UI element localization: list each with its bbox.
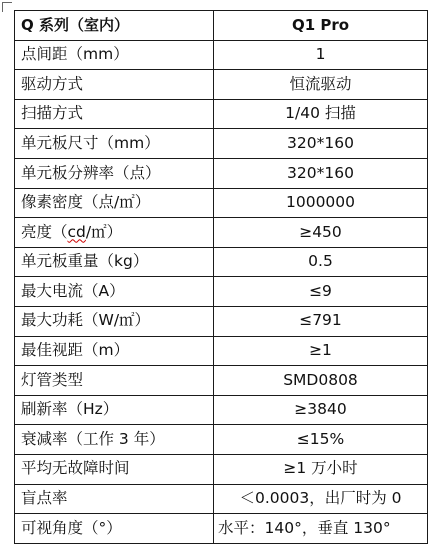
row-key-cell: 最大功耗（W/㎡） [15,306,214,336]
row-key-cell [15,218,214,248]
header-value-cell: Q1 Pro [214,11,428,41]
table-header-row [15,11,428,41]
row-key-cell: 驱动方式 [15,70,214,100]
row-key-cell: 像素密度（点/㎡） [15,188,214,218]
table-move-handle[interactable] [2,2,12,12]
table-row [15,247,428,277]
table-row [15,129,428,159]
row-value-cell: 恒流驱动 [214,70,428,100]
table-row [15,40,428,70]
row-value-cell: ≥450 [214,218,428,248]
table-row [15,366,428,396]
table-row [15,395,428,425]
row-value-cell: ≤15% [214,425,428,455]
row-value-cell: ≥3840 [214,395,428,425]
row-key-cell: 单元板分辨率（点） [15,158,214,188]
table-row [15,99,428,129]
row-value-cell: ＜0.0003，出厂时为 0 [214,484,428,514]
row-key-cell: 衰减率（工作 3 年） [15,425,214,455]
key-text-pre: 亮度（ [21,222,68,241]
table-row [15,158,428,188]
table-row [15,454,428,484]
table-row [15,484,428,514]
row-key-cell: 单元板尺寸（mm） [15,129,214,159]
table-row [15,425,428,455]
spellcheck-flagged-word[interactable]: cd [67,222,86,241]
row-value-cell: ≤791 [214,306,428,336]
row-value-cell: 320*160 [214,158,428,188]
row-value-cell: 1 [214,40,428,70]
key-text-post: /㎡） [85,222,123,241]
table-row [15,306,428,336]
row-value-cell: ≥1 万小时 [214,454,428,484]
table-row [15,218,428,248]
row-value-cell: 水平：140°，垂直 130° [214,514,428,544]
table-row [15,188,428,218]
table-row [15,336,428,366]
row-key-cell: 灯管类型 [15,366,214,396]
row-key-cell: 平均无故障时间 [15,454,214,484]
spec-table [14,10,428,544]
header-key-cell: Q 系列（室内） [15,11,214,41]
row-value-cell: ≤9 [214,277,428,307]
row-value-cell: 0.5 [214,247,428,277]
row-key-cell: 可视角度（°） [15,514,214,544]
row-key-cell: 最大电流（A） [15,277,214,307]
row-key-cell: 盲点率 [15,484,214,514]
row-key-cell: 点间距（mm） [15,40,214,70]
row-key-cell: 最佳视距（m） [15,336,214,366]
table-row [15,70,428,100]
row-key-cell: 扫描方式 [15,99,214,129]
row-value-cell: 1000000 [214,188,428,218]
row-value-cell: ≥1 [214,336,428,366]
row-value-cell: SMD0808 [214,366,428,396]
row-value-cell: 1/40 扫描 [214,99,428,129]
row-key-cell: 刷新率（Hz） [15,395,214,425]
row-key-cell: 单元板重量（kg） [15,247,214,277]
table-row [15,514,428,544]
row-value-cell: 320*160 [214,129,428,159]
table-row [15,277,428,307]
